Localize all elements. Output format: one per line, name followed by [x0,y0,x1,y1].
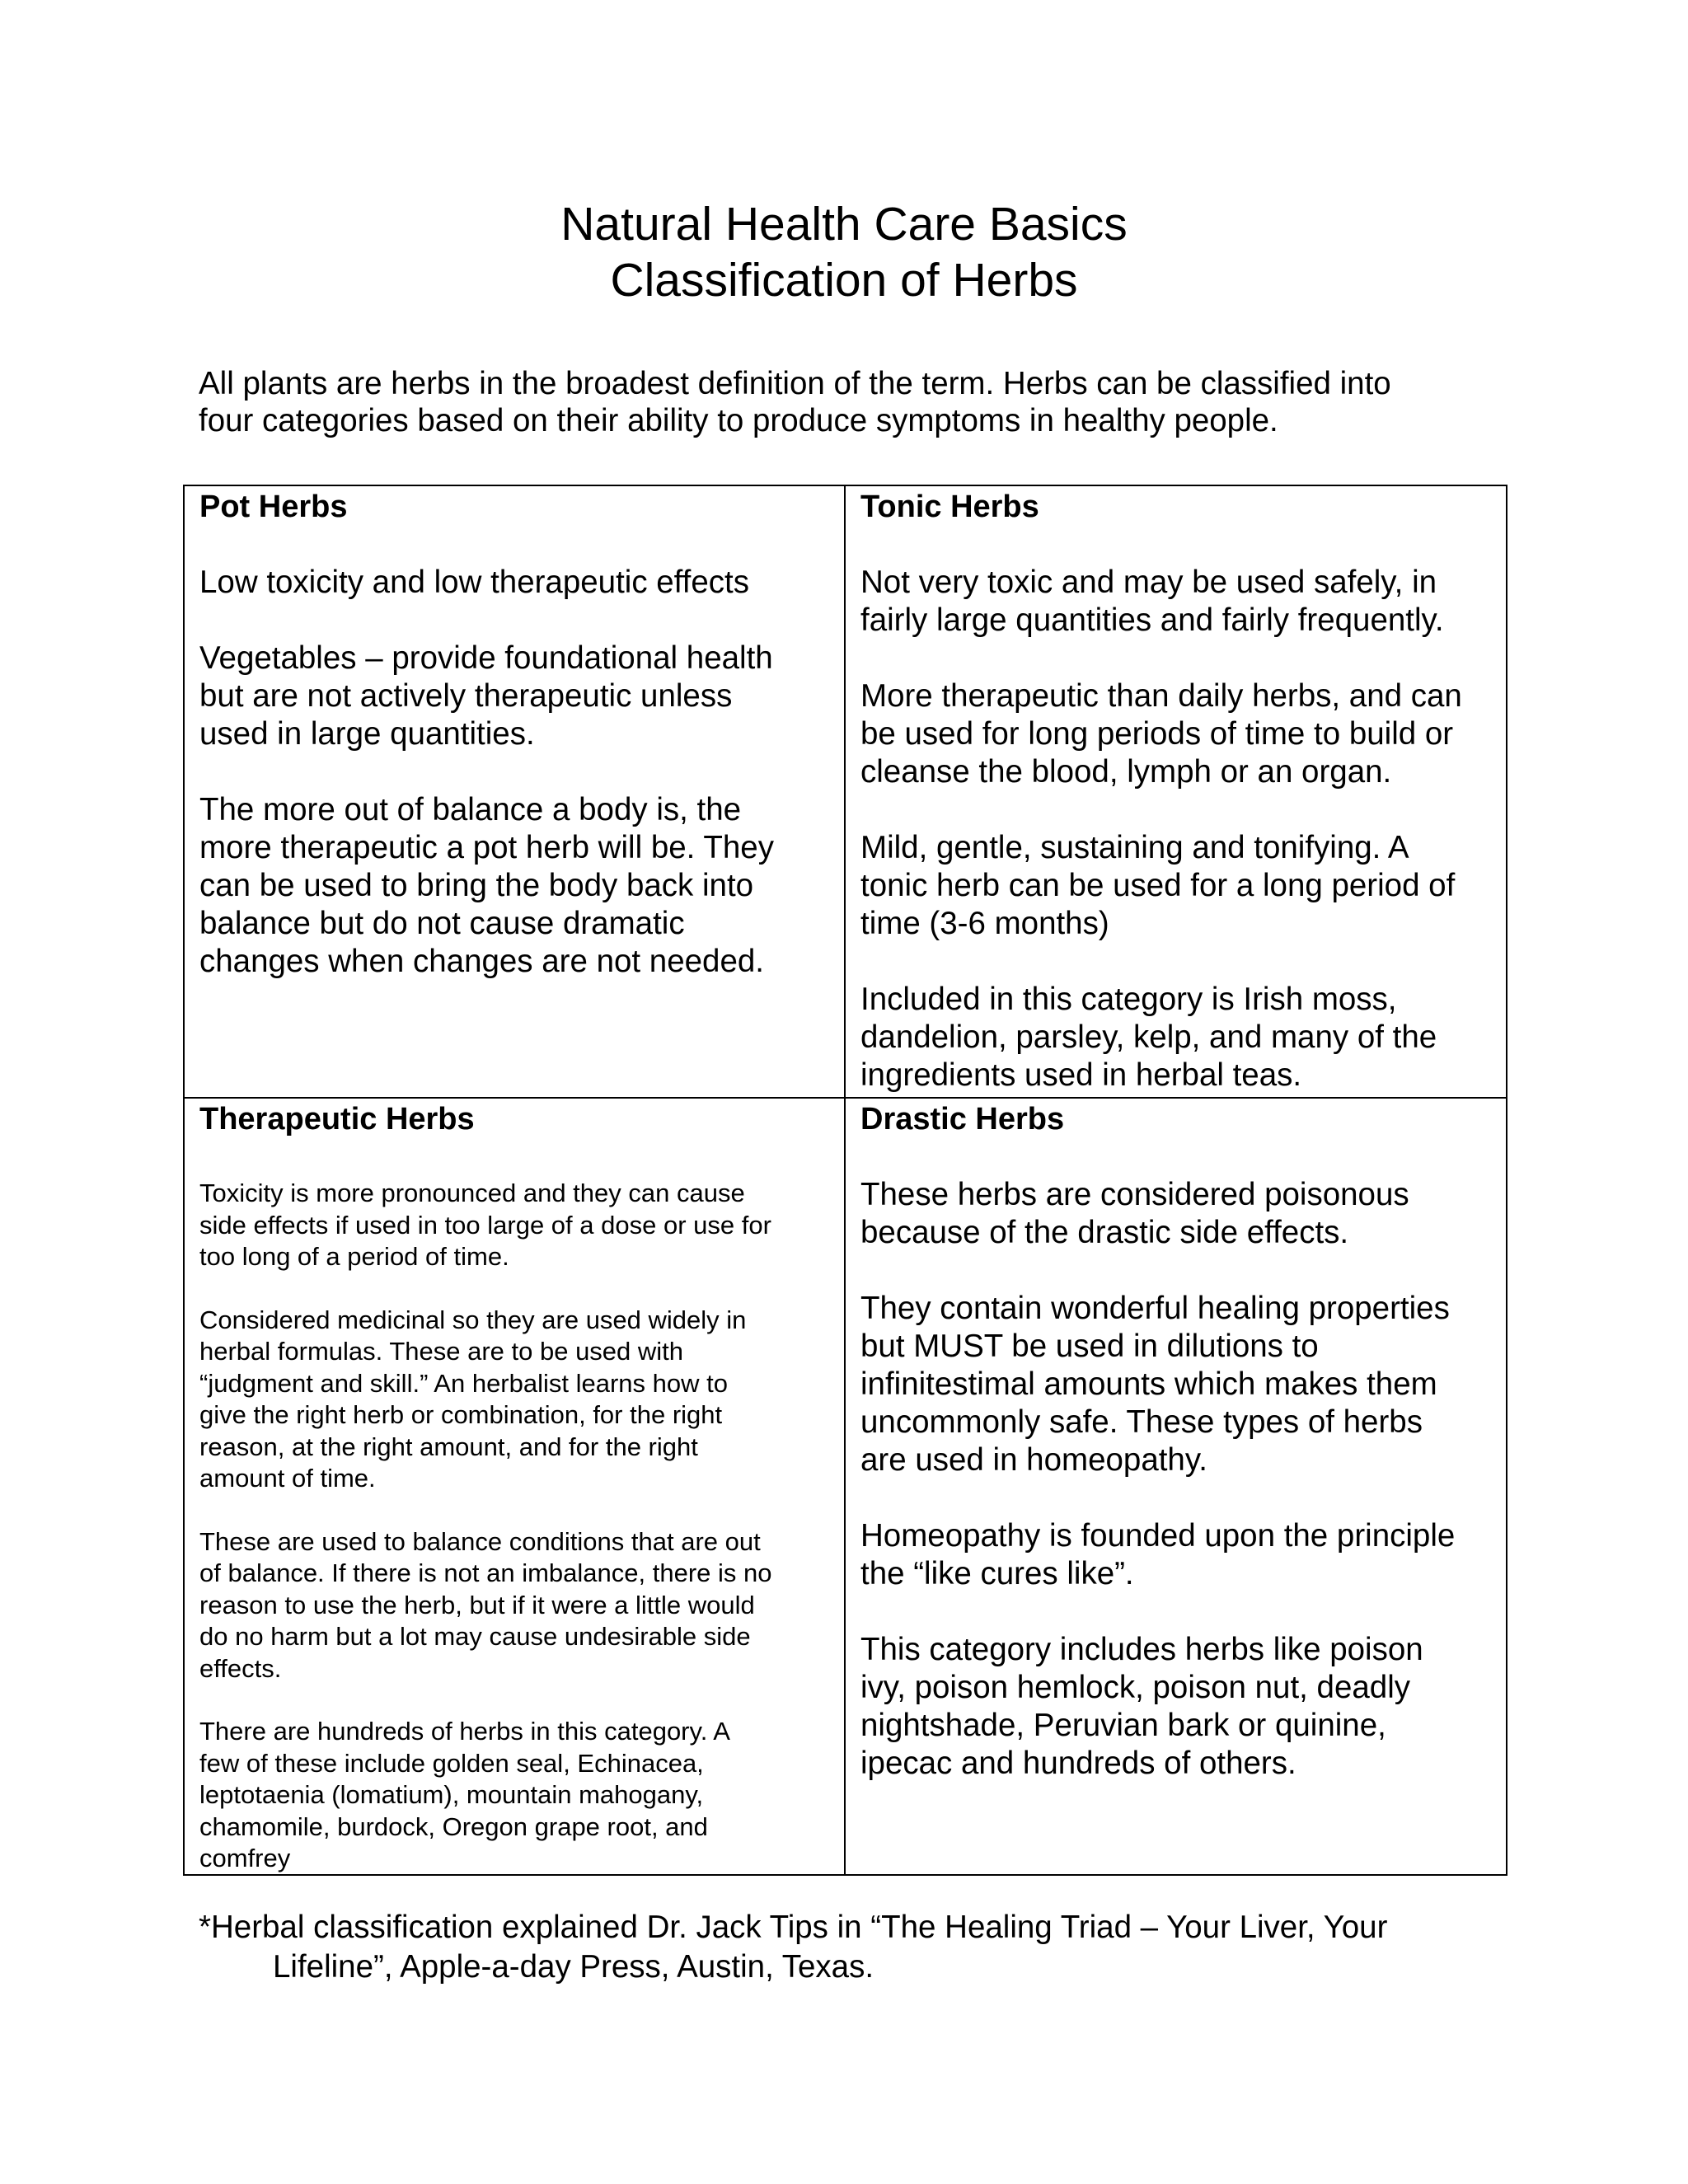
paragraph-line: Vegetables – provide foundational health [199,640,773,676]
paragraph-line: side effects if used in too large of a dose or use for [199,1210,771,1240]
footnote-citation [199,1908,1387,1987]
cell-therapeutic-herbs [199,1099,842,1875]
title-line-1: Natural Health Care Basics [560,198,1128,251]
paragraph-line: amount of time. [199,1464,376,1493]
paragraph-line: effects. [199,1653,282,1683]
paragraph-line: herbal formulas. These are to be used with [199,1337,684,1366]
paragraph-line: These herbs are considered poisonous [860,1177,1409,1212]
paragraph-line: infinitestimal amounts which makes them [860,1366,1437,1402]
paragraph-line: Included in this category is Irish moss, [860,982,1397,1017]
paragraph-line: fairly large quantities and fairly frequently. [860,602,1444,638]
cell-paragraph [860,1176,1503,1252]
paragraph-line: tonic herb can be used for a long period of [860,868,1456,903]
cell-paragraph [860,981,1503,1094]
paragraph-line: Not very toxic and may be used safely, in [860,565,1437,600]
cell-heading: Pot Herbs [199,490,348,524]
paragraph-line: More therapeutic than daily herbs, and can [860,678,1462,714]
table-column-divider [844,486,846,1874]
paragraph-line: the “like cures like”. [860,1556,1134,1591]
paragraph-line: be used for long periods of time to build or [860,716,1454,752]
paragraph-line: Mild, gentle, sustaining and tonifying. A [860,830,1409,865]
paragraph-line: few of these include golden seal, Echinacea, [199,1748,704,1778]
paragraph-line: chamomile, burdock, Oregon grape root, and [199,1811,708,1841]
paragraph-line: but are not actively therapeutic unless [199,678,733,714]
cell-paragraph [199,1178,842,1273]
cell-drastic-herbs [860,1099,1503,1783]
paragraph-line: give the right herb or combination, for the right [199,1400,723,1429]
cell-heading: Tonic Herbs [860,490,1039,524]
paragraph-line: cleanse the blood, lymph or an organ. [860,754,1392,790]
paragraph-line: The more out of balance a body is, the [199,792,742,827]
paragraph-line: comfrey [199,1844,291,1872]
cell-heading: Drastic Herbs [860,1102,1065,1137]
cell-paragraph [860,1517,1503,1593]
cell-paragraph [199,564,842,602]
paragraph-line: ipecac and hundreds of others. [860,1746,1296,1781]
cell-paragraph [199,1526,842,1685]
herb-classification-table [183,485,1507,1876]
cell-paragraph [199,791,842,981]
cell-tonic-herbs [860,486,1503,1094]
cell-paragraph [860,1631,1503,1783]
paragraph-line: Low toxicity and low therapeutic effects [199,565,749,600]
cell-paragraph [860,677,1503,791]
intro-paragraph [199,365,1559,439]
paragraph-line: of balance. If there is not an imbalance, there is no [199,1558,772,1587]
footnote-line-2: Lifeline”, Apple-a-day Press, Austin, Texas. [273,1949,874,1985]
paragraph-line: ingredients used in herbal teas. [860,1057,1302,1093]
cell-heading: Therapeutic Herbs [199,1102,475,1137]
cell-pot-herbs [199,486,842,981]
paragraph-line: leptotaenia (lomatium), mountain mahogany, [199,1780,704,1809]
cell-paragraph [860,564,1503,640]
cell-paragraph [199,1305,842,1495]
paragraph-line: reason, at the right amount, and for the right [199,1432,698,1461]
paragraph-line: more therapeutic a pot herb will be. They [199,830,774,865]
paragraph-line: time (3-6 months) [860,906,1109,941]
paragraph-line: used in large quantities. [199,716,535,752]
paragraph-line: Homeopathy is founded upon the principle [860,1518,1456,1554]
paragraph-line: ivy, poison hemlock, poison nut, deadly [860,1670,1411,1705]
paragraph-line: There are hundreds of herbs in this category. A [199,1717,730,1746]
paragraph-line: too long of a period of time. [199,1242,509,1271]
paragraph-line: These are used to balance conditions that are out [199,1526,761,1556]
paragraph-line: uncommonly safe. These types of herbs [860,1404,1423,1440]
paragraph-line: “judgment and skill.” An herbalist learns how to [199,1368,728,1398]
page-title [0,196,1688,308]
paragraph-line: reason to use the herb, but if it were a little would [199,1590,755,1619]
cell-paragraph [860,1290,1503,1479]
footnote-line-1: *Herbal classification explained Dr. Jack Tips in “The Healing Triad – Your Liver, Your [199,1910,1388,1945]
paragraph-line: because of the drastic side effects. [860,1215,1349,1250]
paragraph-line: but MUST be used in dilutions to [860,1329,1319,1364]
paragraph-line: can be used to bring the body back into [199,868,754,903]
cell-paragraph [199,640,842,753]
paragraph-line: Toxicity is more pronounced and they can cause [199,1179,745,1207]
intro-line-1: All plants are herbs in the broadest definition of the term. Herbs can be classified into [199,366,1391,401]
paragraph-line: dandelion, parsley, kelp, and many of the [860,1019,1437,1055]
paragraph-line: nightshade, Peruvian bark or quinine, [860,1708,1386,1743]
title-line-2: Classification of Herbs [610,254,1078,307]
paragraph-line: balance but do not cause dramatic [199,906,685,941]
paragraph-line: Considered medicinal so they are used widely in [199,1305,747,1334]
paragraph-line: This category includes herbs like poison [860,1632,1423,1667]
paragraph-line: changes when changes are not needed. [199,944,764,979]
cell-paragraph [199,1716,842,1875]
intro-line-2: four categories based on their ability to produce symptoms in healthy people. [199,403,1278,438]
paragraph-line: They contain wonderful healing properties [860,1291,1450,1326]
paragraph-line: are used in homeopathy. [860,1442,1207,1478]
cell-paragraph [860,829,1503,943]
paragraph-line: do no harm but a lot may cause undesirable side [199,1622,751,1651]
